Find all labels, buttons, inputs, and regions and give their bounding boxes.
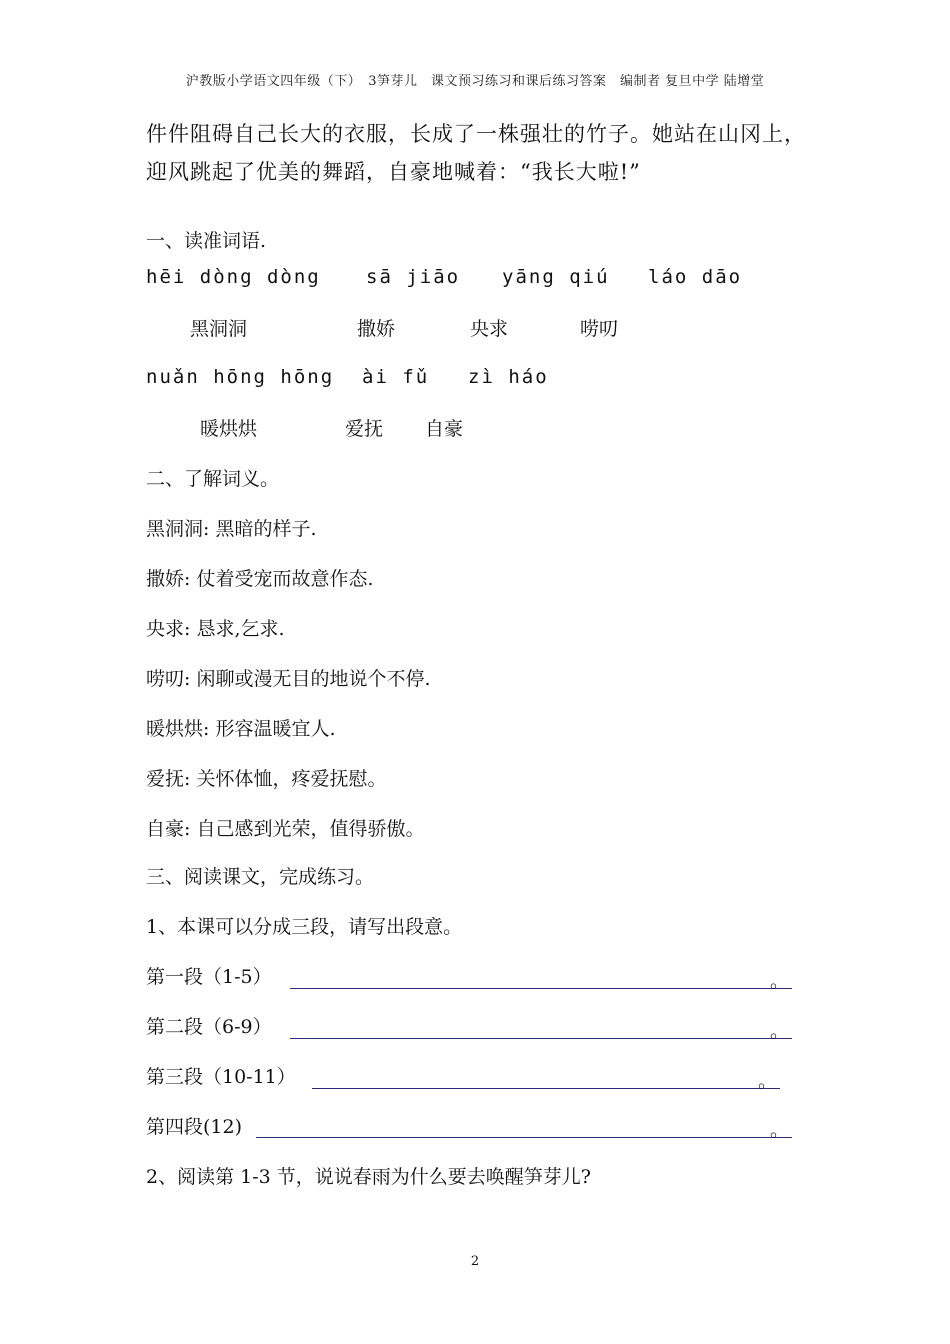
pinyin-aifu: ài fǔ <box>362 366 430 388</box>
intro-line-2: 迎风跳起了优美的舞蹈，自豪地喊着：“我长大啦!” <box>146 160 641 184</box>
definition-item: 自豪: 自己感到光荣，值得骄傲。 <box>146 818 425 840</box>
definition-item: 撒娇: 仗着受宠而故意作态. <box>146 568 374 590</box>
word-laodao: 唠叨 <box>580 318 619 340</box>
blank-label-4: 第四段(12) <box>146 1116 243 1138</box>
pinyin-laodao: láo dāo <box>648 266 743 288</box>
section3-title: 三、阅读课文，完成练习。 <box>146 866 375 888</box>
answer-line-4[interactable] <box>256 1137 792 1138</box>
blank-end-2: 。 <box>770 1020 790 1042</box>
blank-end-4: 。 <box>770 1119 790 1141</box>
word-zihao: 自豪 <box>425 418 464 440</box>
word-sajiao: 撒娇 <box>357 318 396 340</box>
section1-title: 一、读准词语. <box>146 230 267 252</box>
page-header: 沪教版小学语文四年级（下） 3笋芽儿 课文预习练习和课后练习答案 编制者 复旦中学 陆增堂 <box>185 74 765 89</box>
pinyin-sajiao: sā jiāo <box>366 266 461 288</box>
word-heidongdong: 黑洞洞 <box>190 318 248 340</box>
pinyin-nuanhonghong: nuǎn hōng hōng <box>146 366 335 388</box>
page-number: 2 <box>470 1254 480 1269</box>
blank-label-1: 第一段（1-5） <box>146 966 272 988</box>
blank-label-2: 第二段（6-9） <box>146 1016 272 1038</box>
question-2: 2、阅读第 1-3 节，说说春雨为什么要去唤醒笋芽儿? <box>146 1166 591 1188</box>
answer-line-1[interactable] <box>290 988 792 989</box>
answer-line-2[interactable] <box>290 1038 792 1039</box>
definition-item: 央求: 恳求,乞求. <box>146 618 285 640</box>
definition-item: 黑洞洞: 黑暗的样子. <box>146 518 317 540</box>
blank-end-3: 。 <box>758 1070 778 1092</box>
definition-item: 唠叨: 闲聊或漫无目的地说个不停. <box>146 668 431 690</box>
definition-item: 暖烘烘: 形容温暖宜人. <box>146 718 336 740</box>
word-aifu: 爱抚 <box>345 418 384 440</box>
blank-label-3: 第三段（10-11） <box>146 1066 296 1088</box>
definition-item: 爱抚: 关怀体恤，疼爱抚慰。 <box>146 768 387 790</box>
pinyin-zihao: zì háo <box>468 366 549 388</box>
section2-title: 二、了解词义。 <box>146 468 280 490</box>
blank-end-1: 。 <box>770 970 790 992</box>
intro-line-1: 件件阻碍自己长大的衣服，长成了一株强壮的竹子。她站在山冈上， <box>146 122 806 146</box>
pinyin-yangqiu: yāng qiú <box>502 266 610 288</box>
pinyin-heidongdong: hēi dòng dòng <box>146 266 321 288</box>
word-yangqiu: 央求 <box>470 318 509 340</box>
question-1: 1、本课可以分成三段，请写出段意。 <box>146 916 463 938</box>
word-nuanhonghong: 暖烘烘 <box>200 418 258 440</box>
answer-line-3[interactable] <box>312 1088 780 1089</box>
